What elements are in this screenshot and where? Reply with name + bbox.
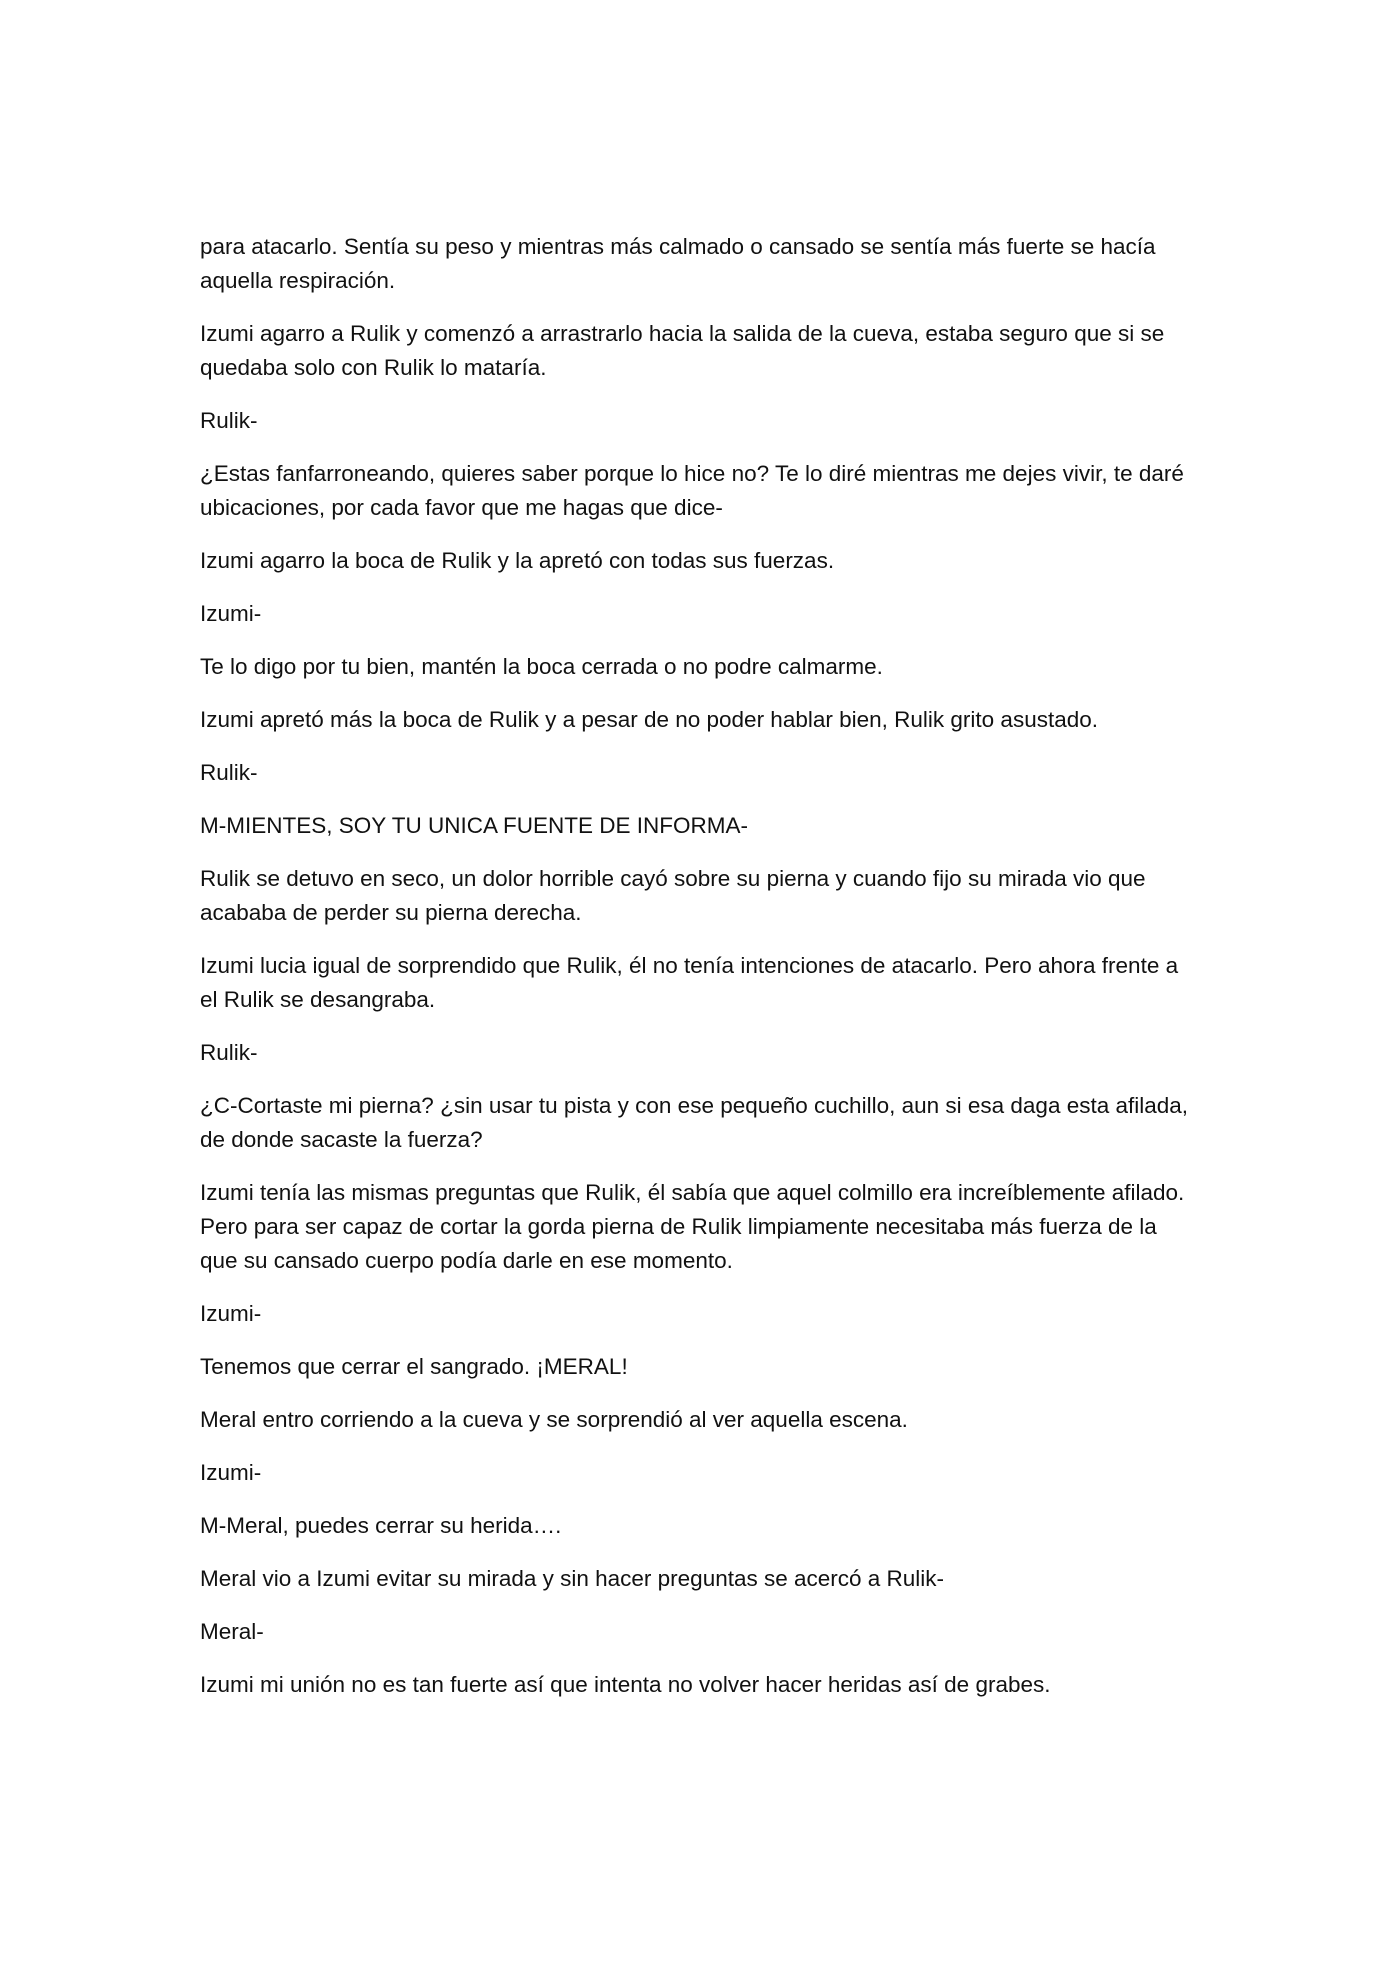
speaker-label: Meral- <box>200 1619 264 1644</box>
paragraph: Rulik se detuvo en seco, un dolor horrible cayó sobre su pierna y cuando fijo su mirada vio que acababa de perder su pierna derecha. <box>200 866 1146 925</box>
paragraph: Meral vio a Izumi evitar su mirada y sin hacer preguntas se acercó a Rulik- <box>200 1566 945 1591</box>
paragraph: para atacarlo. Sentía su peso y mientras más calmado o cansado se sentía más fuerte se hacía aquella respiración. <box>200 234 1156 293</box>
dialogue-line: M-Meral, puedes cerrar su herida…. <box>200 1513 562 1538</box>
paragraph: Meral entro corriendo a la cueva y se sorprendió al ver aquella escena. <box>200 1407 908 1432</box>
dialogue-line: Tenemos que cerrar el sangrado. ¡MERAL! <box>200 1354 628 1379</box>
speaker-label: Rulik- <box>200 1040 258 1065</box>
paragraph: Izumi apretó más la boca de Rulik y a pesar de no poder hablar bien, Rulik grito asustado. <box>200 707 1099 732</box>
speaker-label: Izumi- <box>200 601 262 626</box>
paragraph: Izumi agarro la boca de Rulik y la apretó con todas sus fuerzas. <box>200 548 835 573</box>
dialogue-line: M-MIENTES, SOY TU UNICA FUENTE DE INFORMA- <box>200 813 748 838</box>
dialogue-line: Izumi mi unión no es tan fuerte así que intenta no volver hacer heridas así de grabes. <box>200 1672 1051 1697</box>
speaker-label: Izumi- <box>200 1460 262 1485</box>
speaker-label: Rulik- <box>200 760 258 785</box>
document-body <box>200 230 1200 1721</box>
dialogue-line: ¿Estas fanfarroneando, quieres saber porque lo hice no? Te lo diré mientras me dejes vivir, te daré ubicaciones, por cada favor que me hagas que dice- <box>200 461 1184 520</box>
paragraph: Izumi agarro a Rulik y comenzó a arrastrarlo hacia la salida de la cueva, estaba seguro que si se quedaba solo con Rulik lo mataría. <box>200 321 1165 380</box>
speaker-label: Izumi- <box>200 1301 262 1326</box>
dialogue-line: Te lo digo por tu bien, mantén la boca cerrada o no podre calmarme. <box>200 654 883 679</box>
paragraph: Izumi lucia igual de sorprendido que Rulik, él no tenía intenciones de atacarlo. Pero ahora frente a el Rulik se desangraba. <box>200 953 1179 1012</box>
speaker-label: Rulik- <box>200 408 258 433</box>
dialogue-line: ¿C-Cortaste mi pierna? ¿sin usar tu pista y con ese pequeño cuchillo, aun si esa daga esta afilada, de donde sacaste la fuerza? <box>200 1093 1189 1152</box>
paragraph: Izumi tenía las mismas preguntas que Rulik, él sabía que aquel colmillo era increíblemente afilado. Pero para ser capaz de cortar la gorda pierna de Rulik limpiamente necesitaba más fuerza de la que su cansado cuerpo podía darle en ese momento. <box>200 1180 1185 1273</box>
